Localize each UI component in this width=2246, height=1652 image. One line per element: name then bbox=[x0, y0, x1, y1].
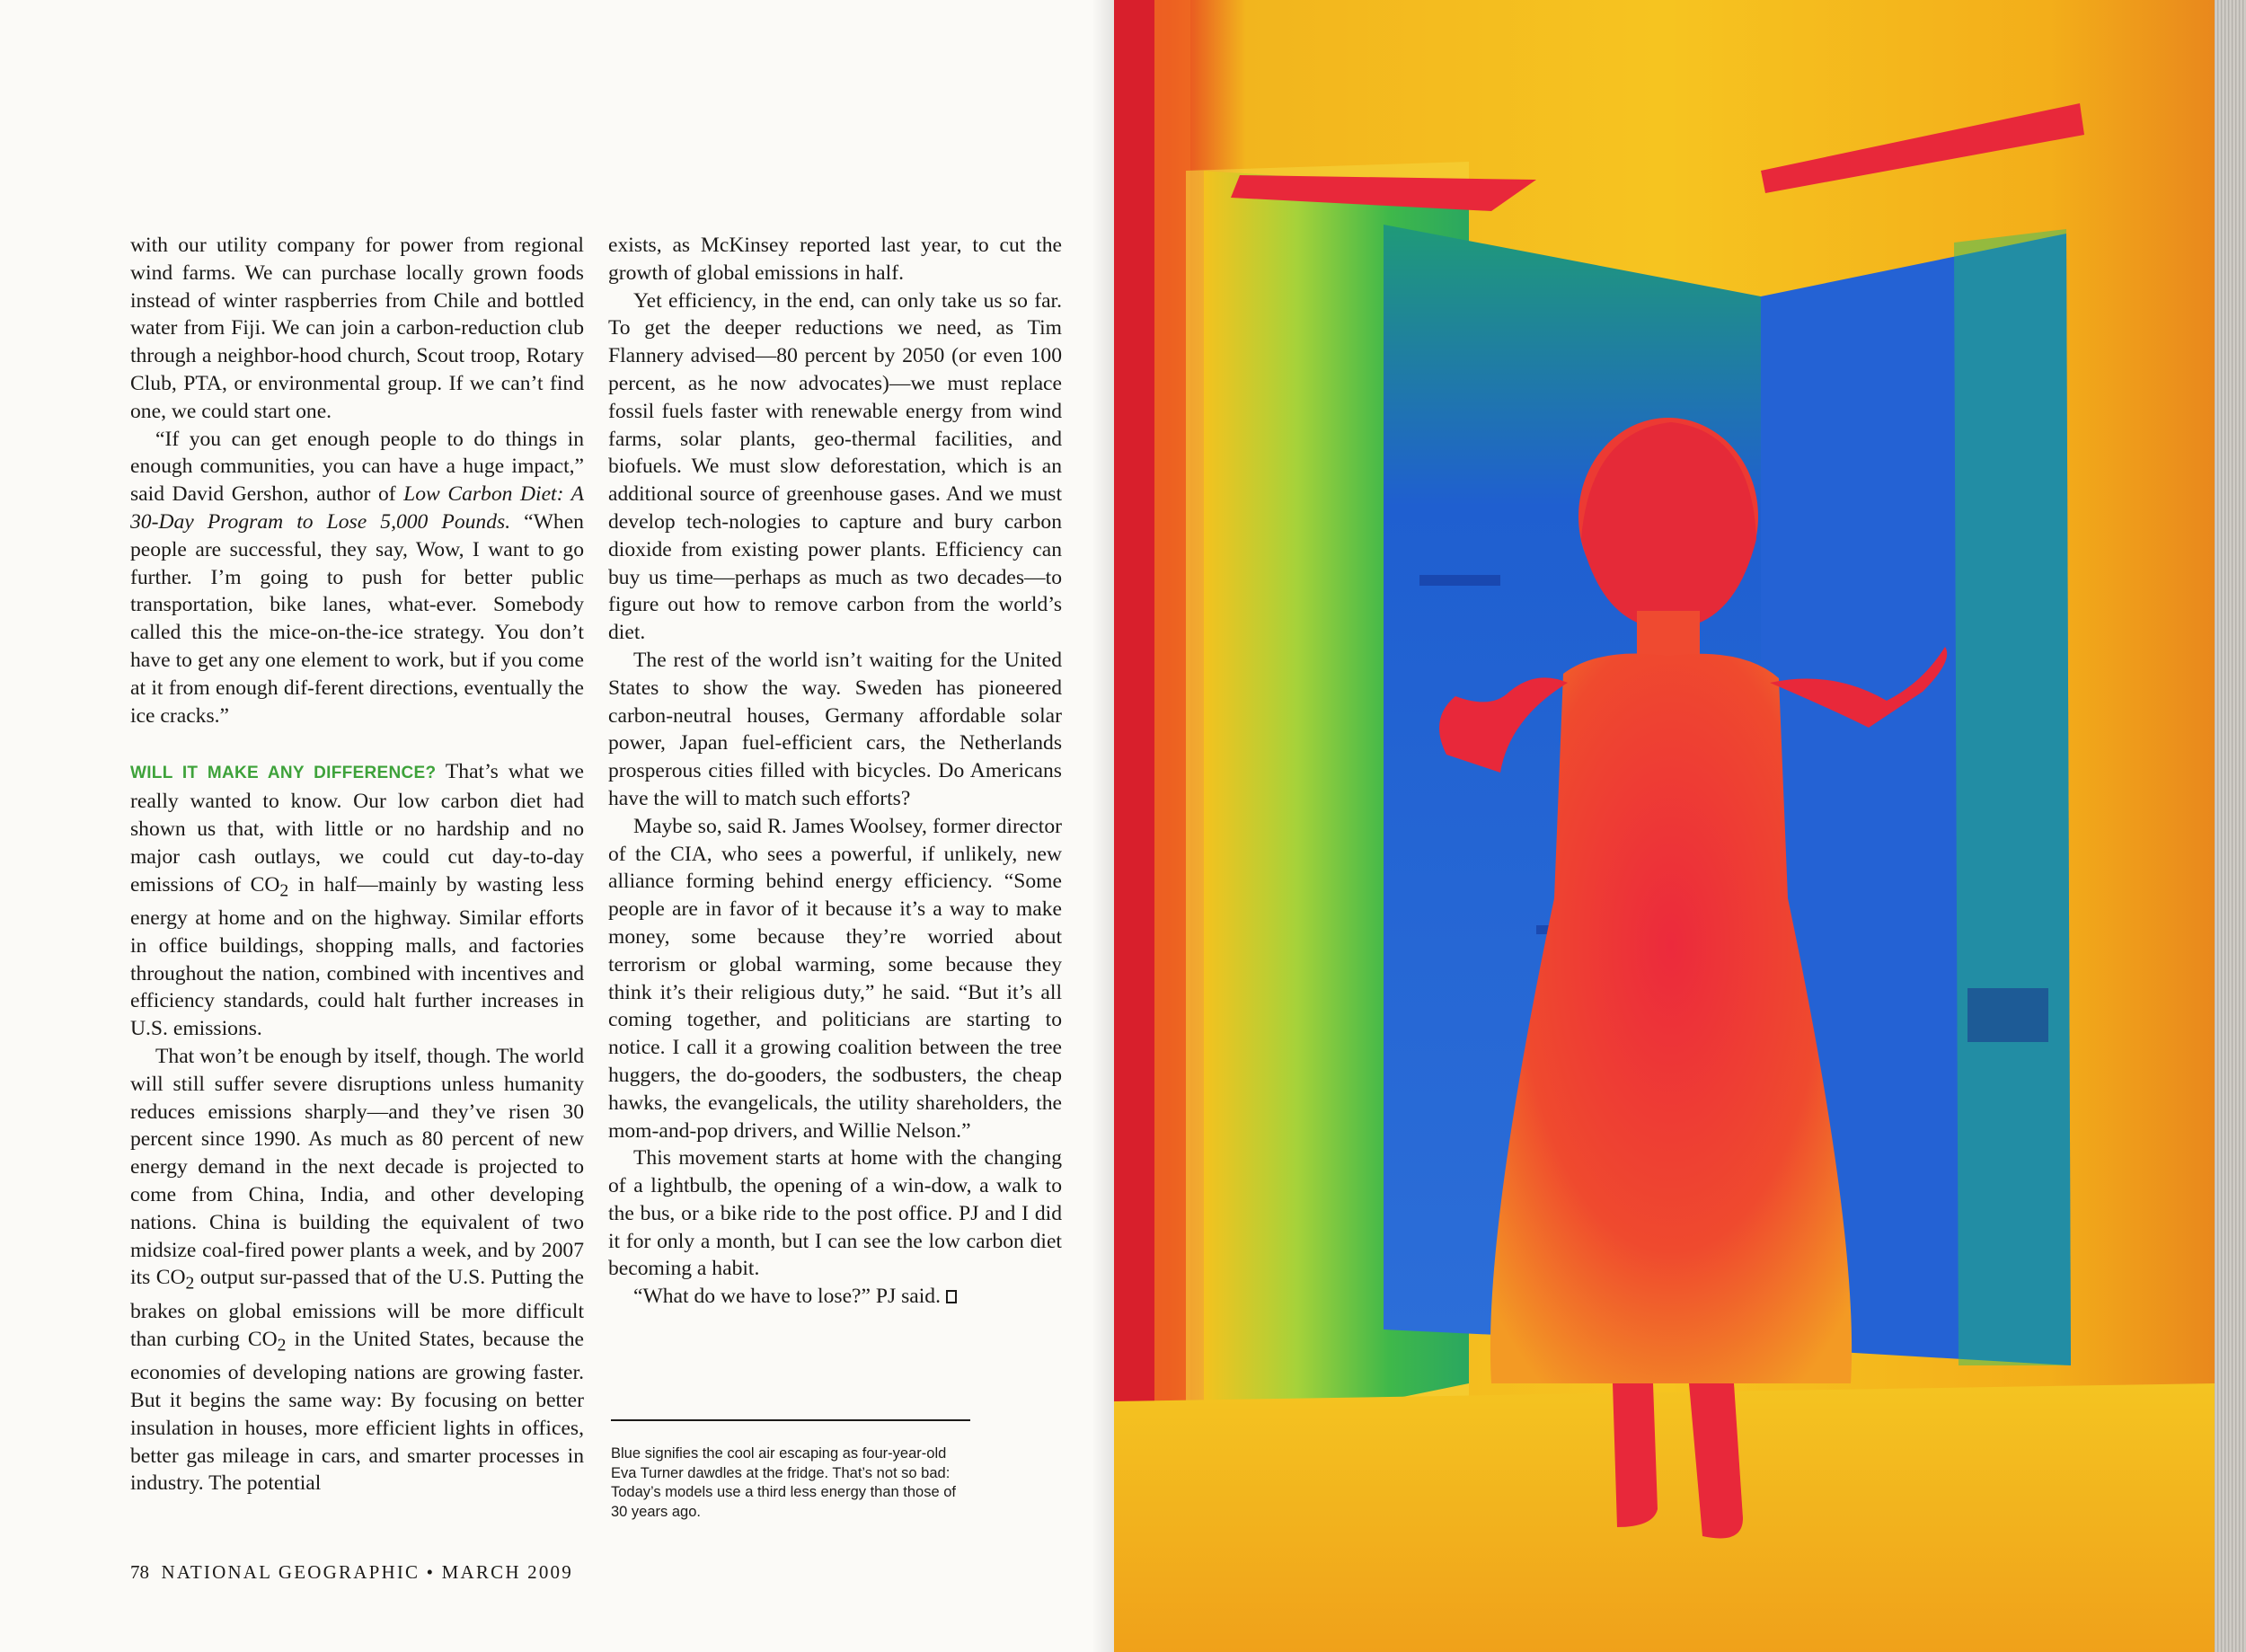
paragraph: The rest of the world isn’t waiting for the United States to show the way. Sweden has pioneered carbon-neutral houses, Germany affordable solar power, Japan fuel-efficient cars, the Netherlands prosperous cities filled with bicycles. Do Americans have the will to match such efforts? bbox=[608, 648, 1062, 810]
door-top-edge-right bbox=[1761, 103, 2084, 193]
thermal-photo bbox=[1114, 0, 2215, 1652]
floor bbox=[1114, 1383, 2215, 1652]
paragraph: with our utility company for power from regional wind farms. We can purchase locally grown foods instead of winter raspberries from Chile and bottled water from Fiji. We can join a carbon-reduction club through a neighbor-hood church, Scout troop, Rotary Club, PTA, or environmental group. If we can’t find one, we could start one. bbox=[130, 234, 584, 423]
caption-rule bbox=[611, 1419, 970, 1421]
paragraph bbox=[130, 1043, 584, 1497]
paragraph-section-start bbox=[130, 758, 584, 1043]
paragraph-text: That won’t be enough by itself, though. The world will still suffer severe disruptions unless humanity reduces emissions sharply—and they’ve risen 30 percent since 1990. As much as 80 percent of new energy demand in the next decade is projected to come from China, India, and other developing nations. China is building the equivalent of two midsize coal-fired power plants a week, and by 2007 its CO bbox=[130, 1045, 584, 1290]
magazine-issue: NATIONAL GEOGRAPHIC • MARCH 2009 bbox=[161, 1561, 573, 1583]
subscript: 2 bbox=[185, 1274, 195, 1294]
photo-caption: Blue signifies the cool air escaping as four-year-old Eva Turner dawdles at the fridge. That’s not so bad: Today’s models use a third less energy than those of 30 years ago. bbox=[611, 1445, 957, 1520]
thermal-image-illustration bbox=[1114, 0, 2215, 1652]
end-mark-icon bbox=[946, 1290, 957, 1303]
text-column-2 bbox=[608, 232, 1062, 1311]
paragraph: Maybe so, said R. James Woolsey, former director of the CIA, who sees a powerful, if unlikely, new alliance forming behind energy efficiency. “Some people are in favor of it because it’s a way to make money, some because they’re worried about terrorism or global warming, some because they think it’s their religious duty,” he said. “But it’s all coming together, and politicians are starting to notice. I call it a growing coalition between the tree huggers, the do-gooders, the sodbusters, the cheap hawks, the evangelicals, the utility shareholders, the mom-and-pop drivers, and Willie Nelson.” bbox=[608, 814, 1062, 1143]
paragraph-final bbox=[608, 1283, 1062, 1311]
paragraph-text: in the United States, because the economies of developing nations are growing faster. But it begins the same way: By focusing on better insulation in houses, more efficient lights in offices, better gas mileage in cars, and smarter processes in industry. The potential bbox=[130, 1327, 584, 1496]
page-edge bbox=[2215, 0, 2246, 1652]
subscript: 2 bbox=[277, 1335, 287, 1356]
girl-left-leg bbox=[1613, 1383, 1658, 1527]
section-gap bbox=[130, 729, 584, 758]
text-column-1 bbox=[130, 232, 584, 1497]
page-footer bbox=[130, 1561, 573, 1584]
shelf bbox=[1419, 575, 1500, 586]
paragraph: Yet efficiency, in the end, can only take us so far. To get the deeper reductions we need, as Tim Flannery advised—80 percent by 2050 (or even 100 percent, as he now advocates)—we must replace fossil fuels faster with renewable energy from wind farms, solar plants, geo-thermal facilities, and biofuels. We must slow deforestation, which is an additional source of greenhouse gases. And we must develop tech-nologies to capture and bury carbon dioxide from existing power plants. Efficiency can buy us time—perhaps as much as two decades—to figure out how to remove carbon from the world’s diet. bbox=[608, 288, 1062, 645]
shelf bbox=[1967, 988, 2048, 1042]
left-page bbox=[0, 0, 1114, 1652]
paragraph: This movement starts at home with the changing of a lightbulb, the opening of a win-dow, a walk to the bus, or a bike ride to the post office. PJ and I did it for only a month, but I can see the low carbon diet becoming a habit. bbox=[608, 1146, 1062, 1281]
paragraph-text: output sur-passed that of the U.S. Putting the brakes on global emissions will be more difficult than curbing CO bbox=[130, 1266, 584, 1351]
paragraph-text: “What do we have to lose?” PJ said. bbox=[633, 1285, 942, 1309]
quote-text: “When people are successful, they say, Wow, I want to go further. I’m going to push for better public transportation, bike lanes, what-ever. Somebody called this the mice-on-the-ice strategy. You don’t have to get any one element to work, but if you come at it from enough dif-ferent directions, eventually the ice cracks.” bbox=[130, 509, 584, 728]
quote-text: “If you can get enough people to do things in enough communities, you can have a huge impact,” said David Gershon, author of bbox=[130, 427, 584, 507]
section-heading: WILL IT MAKE ANY DIFFERENCE? bbox=[130, 764, 437, 783]
book-title: Low Carbon Diet: A 30-Day Program to Lose 5,000 Pounds. bbox=[130, 482, 584, 534]
fridge-edge-glow bbox=[1954, 229, 2071, 1365]
paragraph-text: in half—mainly by wasting less energy at home and on the highway. Similar efforts in office buildings, shopping malls, and factories throughout the nation, combined with incentives and efficiency standards, could halt further increases in U.S. emissions. bbox=[130, 872, 584, 1041]
paragraph-text: That’s what we really wanted to know. Our low carbon diet had shown us that, with little or no hardship and no major cash outlays, we could cut day-to-day emissions of CO bbox=[130, 760, 584, 897]
paragraph: exists, as McKinsey reported last year, to cut the growth of global emissions in half. bbox=[608, 234, 1062, 285]
page-number: 78 bbox=[130, 1561, 149, 1583]
paragraph-gershon-quote bbox=[130, 426, 584, 730]
subscript: 2 bbox=[279, 880, 289, 901]
